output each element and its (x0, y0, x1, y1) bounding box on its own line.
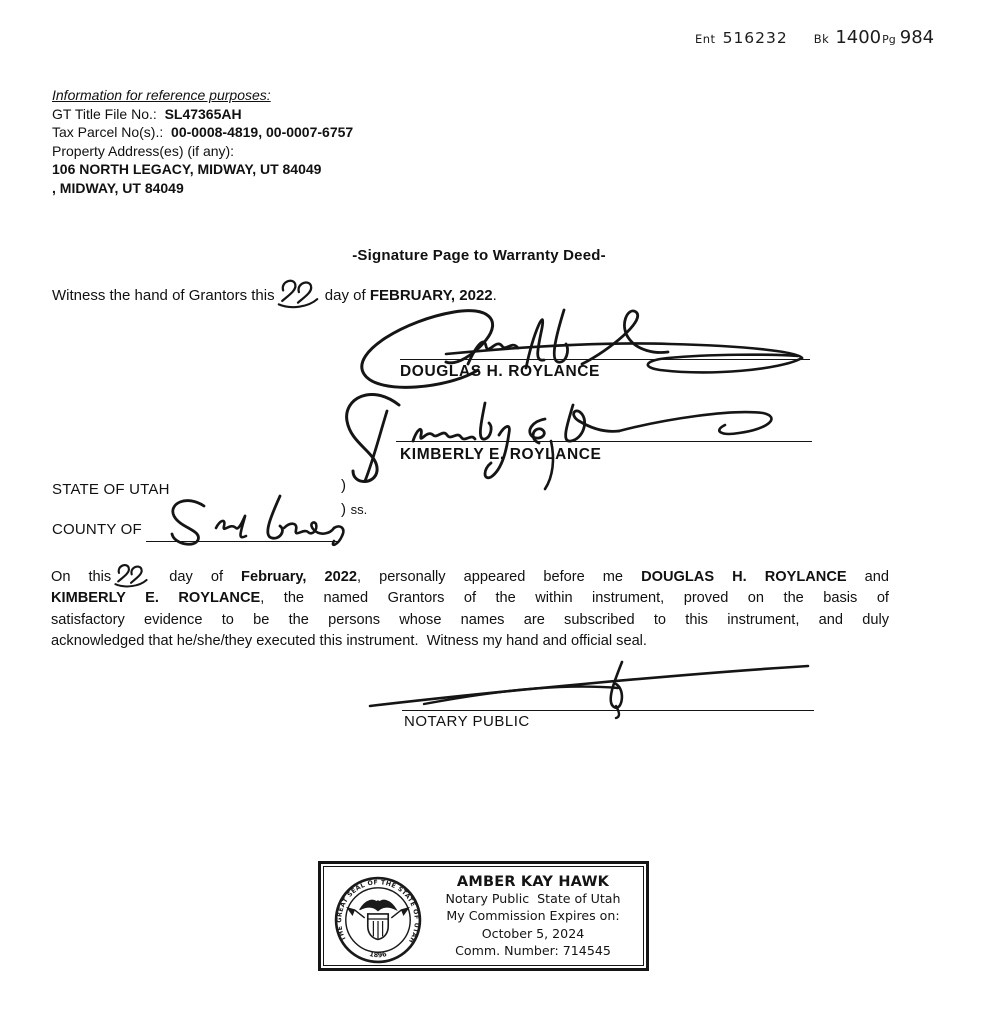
gt-title-file-value: SL47365AH (164, 105, 242, 122)
page-number: 984 (899, 27, 935, 48)
property-address-line1: 106 NORTH LEGACY, MIDWAY, UT 84049 (52, 161, 322, 178)
ack-signer-1: DOUGLAS H. ROYLANCE (641, 569, 847, 585)
seal-outer-ring (336, 878, 420, 962)
witness-period: . (492, 287, 497, 304)
county-paren: ) (341, 501, 347, 518)
state-paren: ) (341, 477, 347, 494)
witness-date: FEBRUARY, 2022 (369, 287, 493, 304)
commission-expiry-date: October 5, 2024 (481, 925, 585, 941)
signature-kimberly (335, 383, 817, 495)
page-label: Pg (882, 33, 896, 46)
ack-line-2 (51, 588, 889, 609)
witness-text-middle: day of (320, 287, 370, 304)
handwritten-day-22-ack (114, 562, 148, 588)
signature-notary (360, 660, 815, 720)
notary-name: AMBER KAY HAWK (456, 874, 610, 890)
commission-expires-label: My Commission Expires on: (446, 908, 620, 924)
ack-line-4: acknowledged that he/she/they executed this instrument. Witness my hand and official seal. (51, 633, 647, 650)
notary-title-line: Notary Public State of Utah (445, 891, 621, 906)
signer-1-name: DOUGLAS H. ROYLANCE (400, 363, 600, 380)
notary-stamp-text (424, 874, 642, 960)
notary-stamp-inner-border (323, 866, 644, 966)
handwritten-county-salt-lake (160, 488, 365, 552)
book-number: 1400 (835, 27, 882, 48)
ack-text: On this (51, 569, 112, 585)
signature-line-2 (396, 441, 812, 442)
seal-eagle-shield-emblem (347, 900, 408, 939)
acknowledgment-paragraph (51, 562, 889, 653)
reference-info-block (52, 86, 353, 198)
page-title: -Signature Page to Warranty Deed- (352, 247, 606, 264)
ent-label: Ent (695, 32, 716, 46)
ack-signer-2: KIMBERLY E. ROYLANCE (51, 590, 261, 607)
notary-stamp (318, 861, 649, 971)
ack-text: and (846, 569, 889, 585)
state-line: STATE OF UTAH (52, 481, 170, 498)
property-address-label: Property Address(es) (if any): (52, 142, 235, 159)
seal-ring-text: THE GREAT SEAL OF THE STATE OF UTAH (336, 879, 420, 945)
ack-text: day of (151, 569, 242, 585)
gt-title-file-row (52, 105, 353, 124)
ack-text: , personally appeared before me (356, 569, 642, 585)
gt-title-file-label: GT Title File No.: (52, 105, 157, 122)
ack-date: February, 2022 (241, 569, 357, 585)
notary-signature-line (402, 710, 814, 711)
county-label: COUNTY OF (52, 521, 142, 538)
handwritten-day-22 (277, 277, 319, 309)
ack-line-1 (51, 562, 889, 588)
book-label: Bk (813, 32, 830, 46)
utah-state-seal (333, 874, 423, 969)
tax-parcel-row (52, 123, 353, 142)
ack-line-3: satisfactory evidence to be the persons whose names are subscribed to this instrument, and duly (51, 611, 889, 628)
notary-public-label: NOTARY PUBLIC (404, 713, 530, 730)
ack-text: , the named Grantors of the within instrument, proved on the basis of (260, 590, 889, 607)
ent-number: 516232 (722, 29, 788, 47)
tax-parcel-value: 00-0008-4819, 00-0007-6757 (171, 124, 354, 141)
recorder-entry-stamp (695, 27, 934, 48)
signature-line-1 (400, 359, 810, 360)
commission-number: Comm. Number: 714545 (455, 943, 611, 959)
seal-year: 1896 (368, 949, 388, 960)
seal-inner-ring (346, 888, 410, 952)
reference-heading: Information for reference purposes: (52, 87, 271, 103)
ss-label: ss. (350, 502, 368, 517)
tax-parcel-label: Tax Parcel No(s).: (52, 124, 164, 141)
property-address-line2: , MIDWAY, UT 84049 (52, 179, 184, 196)
signer-2-name: KIMBERLY E. ROYLANCE (400, 446, 602, 463)
witness-text-before: Witness the hand of Grantors this (52, 287, 275, 304)
